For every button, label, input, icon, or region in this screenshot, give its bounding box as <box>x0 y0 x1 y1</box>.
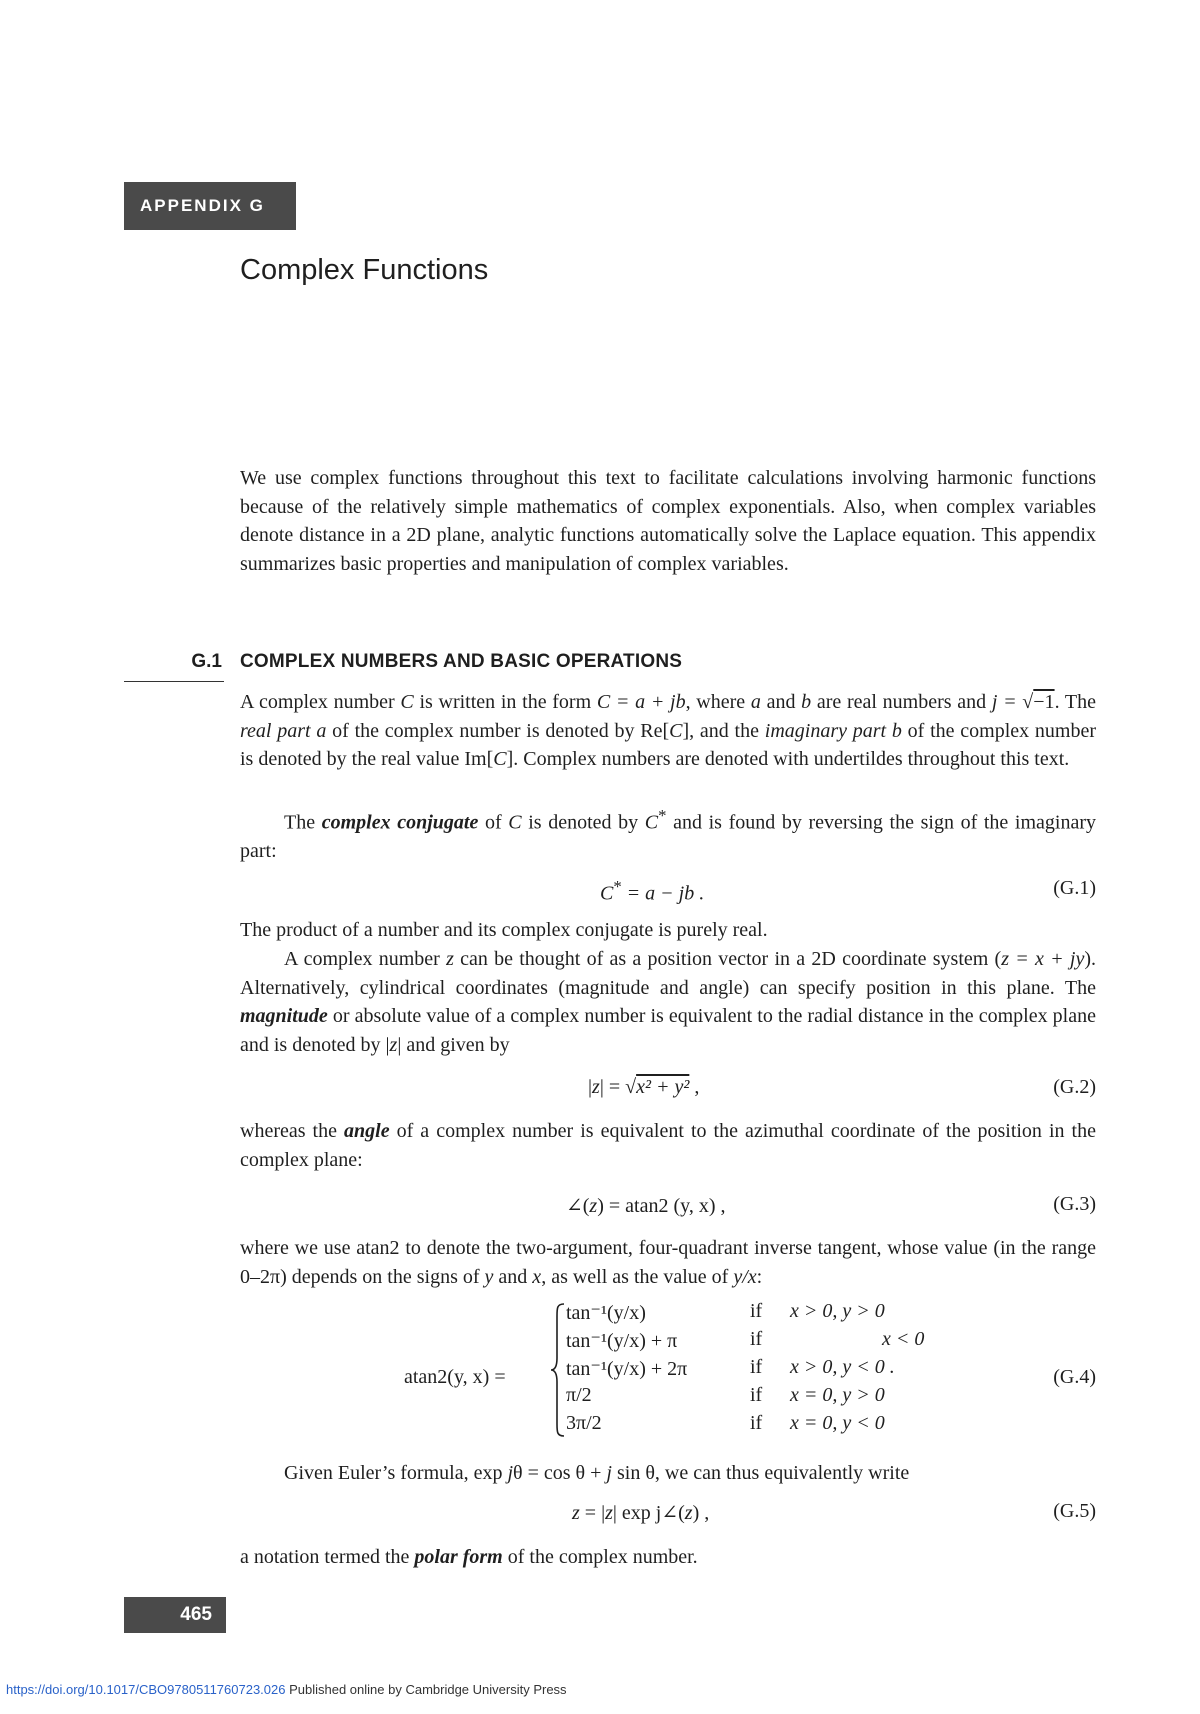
term-angle: angle <box>344 1120 390 1142</box>
sqrt-sign: √ <box>625 1076 637 1098</box>
math-c: C <box>400 691 414 713</box>
paragraph-complex-number: A complex number C is written in the form C = a + jb, where a and b are real numbers and j = √−1. The real part a of the complex number is denoted by Re[C], and the imaginary part b of the complex number is denoted by the real value Im[C]. Complex numbers are denoted with undertildes throughout this text. <box>240 691 1097 771</box>
section-rule <box>124 681 224 682</box>
section-title: COMPLEX NUMBERS AND BASIC OPERATIONS <box>240 651 683 672</box>
paragraph-conjugate: The complex conjugate of C is denoted by C* and is found by reversing the sign of the imaginary part: <box>240 806 1097 863</box>
paragraph-polar-form: a notation termed the polar form of the complex number. <box>240 1546 698 1568</box>
appendix-label: APPENDIX G <box>124 182 296 230</box>
term-imaginary-part: imaginary part <box>764 719 887 742</box>
equation-number-g1: (G.1) <box>1053 877 1096 899</box>
equation-number-g3: (G.3) <box>1053 1193 1096 1215</box>
equation-g3: ∠(z) = atan2 (y, x) , <box>566 1195 726 1217</box>
paragraph-atan2: where we use atan2 to denote the two-argument, four-quadrant inverse tangent, whose value (in the range 0–2π) depends on the signs of y and x, as well as the value of y/x: <box>240 1237 1096 1288</box>
case-row: π/2 if x = 0, y > 0 <box>566 1384 885 1406</box>
case-row: tan⁻¹(y/x) if x > 0, y > 0 <box>566 1300 885 1324</box>
page-number: 465 <box>124 1597 226 1633</box>
paragraph-euler: Given Euler’s formula, exp jθ = cos θ + j sin θ, we can thus equivalently write <box>284 1462 910 1484</box>
equation-g1: C* = a − jb . <box>600 877 705 905</box>
term-magnitude: magnitude <box>240 1005 328 1028</box>
paragraph-position-vector: A complex number z can be thought of as a position vector in a 2D coordinate system (z = x + jy). Alternatively, cylindrical coordinates (magnitude and angle) can specify position in this plane. The magnitude or absolute value of a complex number is equivalent to the radial distance in the complex plane and is denoted by |z| and given by <box>240 948 1096 1056</box>
intro-paragraph: We use complex functions throughout this text to facilitate calculations involving harmonic functions because of the relatively simple mathematics of complex exponentials. Also, when complex variables denote distance in a 2D plane, analytic functions automatically solve the Laplace equation. This appendix summarizes basic properties and manipulation of complex variables. <box>240 467 1096 575</box>
left-brace <box>550 1302 566 1438</box>
footer <box>6 1682 567 1697</box>
equation-number-g5: (G.5) <box>1053 1500 1096 1522</box>
doi-link[interactable]: https://doi.org/10.1017/CBO9780511760723.026 <box>6 1682 286 1697</box>
paragraph-product: The product of a number and its complex conjugate is purely real. <box>240 919 768 941</box>
section-number: G.1 <box>191 651 222 672</box>
chapter-title: Complex Functions <box>240 254 489 286</box>
sqrt-sign: √ <box>1022 691 1034 713</box>
case-row: 3π/2 if x = 0, y < 0 <box>566 1412 885 1434</box>
equation-number-g2: (G.2) <box>1053 1076 1096 1098</box>
equation-g2: |z| = √x² + y² , <box>588 1076 700 1098</box>
paragraph-angle: whereas the angle of a complex number is equivalent to the azimuthal coordinate of the position in the complex plane: <box>240 1120 1096 1171</box>
term-complex-conjugate: complex conjugate <box>321 811 479 834</box>
term-real-part: real part <box>240 719 311 742</box>
case-row: tan⁻¹(y/x) + π if x < 0 <box>566 1328 925 1352</box>
equation-g4-lhs: atan2(y, x) = <box>404 1366 506 1388</box>
equation-number-g4: (G.4) <box>1053 1366 1096 1388</box>
case-row: tan⁻¹(y/x) + 2π if x > 0, y < 0 . <box>566 1356 895 1380</box>
equation-g5: z = |z| exp j∠(z) , <box>572 1502 710 1524</box>
term-polar-form: polar form <box>414 1546 503 1568</box>
publisher-note: Published online by Cambridge University Press <box>285 1682 567 1697</box>
